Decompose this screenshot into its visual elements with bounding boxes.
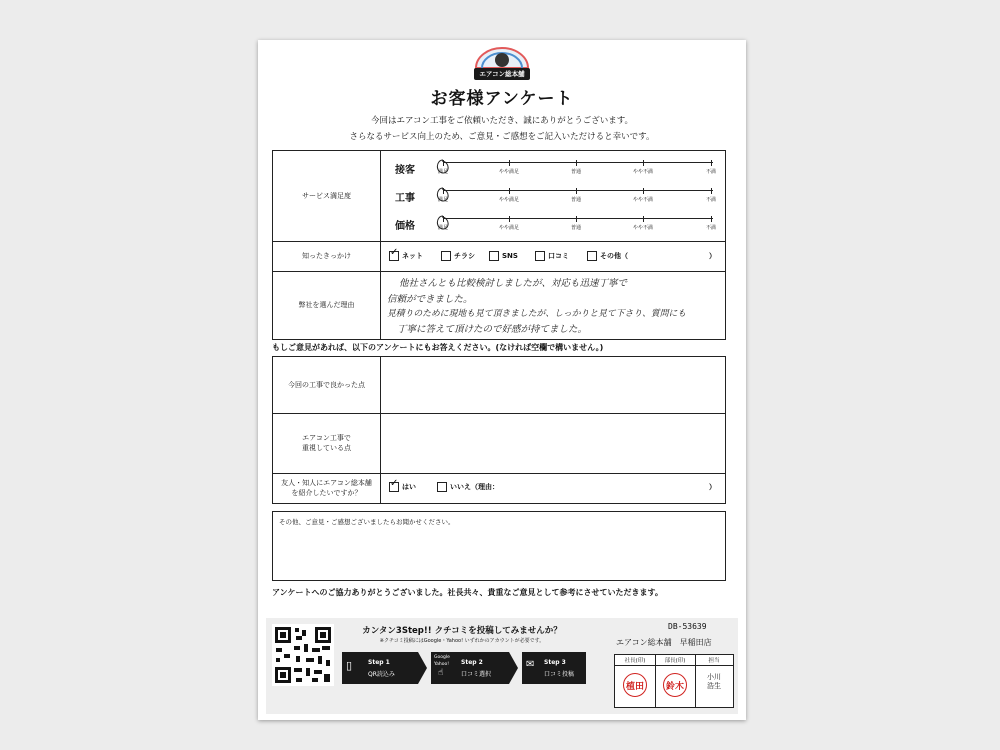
option-review[interactable]: 口コミ <box>535 251 569 261</box>
scale-label: 満足 <box>437 197 449 203</box>
seal-stamp-president: 植田 <box>623 673 647 697</box>
promo-headline: カンタン3Step!! クチコミを投稿してみませんか？ <box>362 626 562 636</box>
approval-header-manager: 部長(印) <box>664 658 686 664</box>
scale-label: 満足 <box>437 169 449 175</box>
scale-label: やや満足 <box>498 169 520 175</box>
scale-label: やや不満 <box>632 197 654 203</box>
scale-label: やや不満 <box>632 169 654 175</box>
reason-line-4: 丁寧に答えて頂けたので好感が持てました。 <box>397 324 588 335</box>
checkbox-icon[interactable] <box>441 251 451 261</box>
scale-label: 普通 <box>570 169 582 175</box>
message-icon: ✉ <box>526 659 535 670</box>
page-title: お客様アンケート <box>430 89 574 109</box>
reason-line-3: 見積りのために現地も見て頂きましたが、しっかりと見て下さり、質問にも <box>387 309 687 319</box>
document-id: DB-53639 <box>668 622 707 631</box>
option-no[interactable]: いいえ（理由： <box>437 482 499 492</box>
phone-icon: ▯ <box>346 659 353 672</box>
reason-label: 弊社を選んだ理由 <box>273 271 381 339</box>
refer-label: 友人・知人にエアコン総本舗 を紹介したいですか？ <box>273 473 381 503</box>
other-comments-box[interactable] <box>272 511 726 581</box>
qr-code-icon[interactable] <box>272 624 334 686</box>
approval-table <box>614 654 734 708</box>
reason-line-2: 信頼ができました。 <box>387 294 473 305</box>
checkbox-icon[interactable] <box>489 251 499 261</box>
scale-price[interactable] <box>437 218 717 231</box>
scale-label: 普通 <box>570 225 582 231</box>
category-price: 価格 <box>395 221 415 232</box>
review-promo-panel <box>266 618 738 714</box>
good-points-label: 今回の工事で良かった点 <box>273 357 381 413</box>
company-logo <box>470 44 534 82</box>
scale-label: 普通 <box>570 197 582 203</box>
category-work: 工事 <box>395 193 415 204</box>
option-other[interactable]: その他（ <box>587 251 628 261</box>
intro-line-2: さらなるサービス向上のため、ご意見・ご感想をご記入いただけると幸いです。 <box>349 132 655 142</box>
option-other-close: ） <box>709 252 716 260</box>
checkbox-icon[interactable] <box>437 482 447 492</box>
survey-form-table <box>272 150 726 340</box>
checkbox-checked-icon[interactable]: ✓ <box>389 482 399 492</box>
scale-label: やや満足 <box>498 225 520 231</box>
pointer-hand-icon: ☝ <box>438 668 444 678</box>
other-comments-prompt: その他、ご意見・ご感想ございましたらお聞かせください。 <box>279 518 455 526</box>
extra-heading: もしご意見があれば、以下のアンケートにもお答えください。(なければ空欄で構いません。) <box>272 343 604 352</box>
thanks-message: アンケートへのご協力ありがとうございました。社長共々、貴重なご意見として参考にさせていただきます。 <box>272 588 663 597</box>
option-sns[interactable]: SNS <box>489 251 518 261</box>
focus-points-label: エアコン工事で 重視している点 <box>273 413 381 473</box>
store-name: エアコン総本舗 早稲田店 <box>616 638 712 647</box>
yahoo-label: Yahoo! <box>434 662 450 667</box>
step-3: ✉ Step 3 口コミ投稿 <box>522 652 586 684</box>
circle-mark-icon <box>434 158 452 176</box>
approval-header-president: 社長(印) <box>624 658 646 664</box>
survey-sheet <box>258 40 746 720</box>
option-yes[interactable]: ✓ はい <box>390 478 416 491</box>
approval-header-staff: 担当 <box>708 658 720 664</box>
step-1: ▯ Step 1 QR読込み <box>342 652 418 684</box>
scale-label: やや満足 <box>498 197 520 203</box>
reason-line-1: 他社さんとも比較検討しましたが、対応も迅速丁寧で <box>399 278 628 289</box>
extra-questions-table <box>272 356 726 504</box>
scale-service[interactable] <box>437 162 717 175</box>
circle-mark-icon <box>434 186 452 204</box>
step-arrow-icon <box>418 652 427 684</box>
scale-label: 不満 <box>705 197 717 203</box>
logo-text: エアコン総本舗 <box>479 70 525 78</box>
checkbox-icon[interactable] <box>535 251 545 261</box>
promo-note: ※クチコミ投稿にはGoogle・Yahoo! いずれかのアカウントが必要です。 <box>379 638 545 644</box>
circle-mark-icon <box>434 214 452 232</box>
seal-stamp-manager: 鈴木 <box>663 673 687 697</box>
satisfaction-label: サービス満足度 <box>273 151 381 241</box>
option-no-close: ） <box>709 483 716 491</box>
scale-label: やや不満 <box>632 225 654 231</box>
google-label: Google <box>434 655 450 660</box>
intro-line-1: 今回はエアコン工事をご依頼いただき、誠にありがとうございます。 <box>370 116 634 126</box>
staff-name: 小川 浩生 <box>707 673 721 690</box>
option-net[interactable]: ✓ ネット <box>390 247 423 260</box>
scale-label: 満足 <box>437 225 449 231</box>
scale-label: 不満 <box>705 169 717 175</box>
checkbox-icon[interactable] <box>587 251 597 261</box>
option-flyer[interactable]: チラシ <box>441 251 475 261</box>
source-label: 知ったきっかけ <box>273 241 381 271</box>
step-2: Google Yahoo! ☝ Step 2 口コミ選択 <box>431 652 509 684</box>
scale-label: 不満 <box>705 225 717 231</box>
step-arrow-icon <box>509 652 518 684</box>
category-service: 接客 <box>395 165 415 176</box>
scale-work[interactable] <box>437 190 717 203</box>
checkbox-checked-icon[interactable]: ✓ <box>389 251 399 261</box>
